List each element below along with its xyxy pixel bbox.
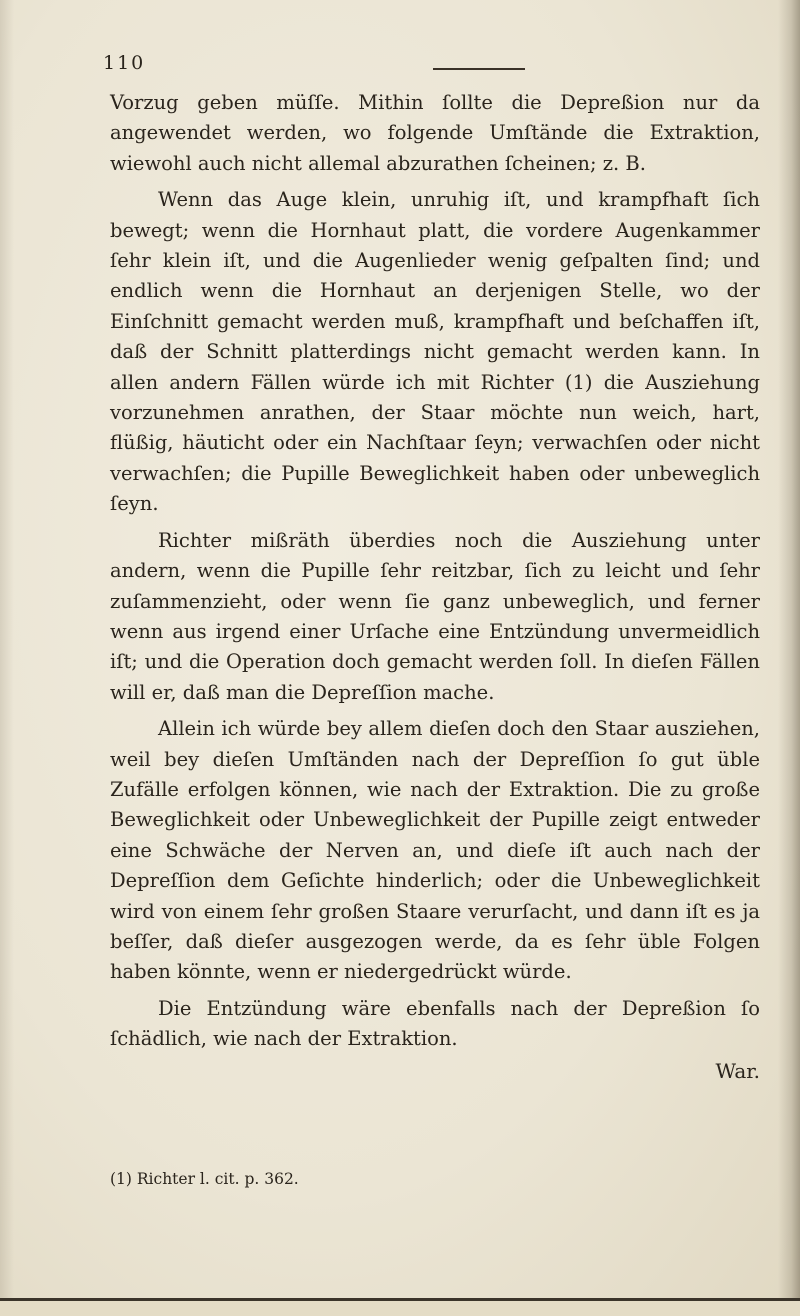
paragraph-4: Allein ich würde bey allem dieſen doch den Staar ausziehen, weil bey dieſen Umſtänden nach der Depreſſion ſo gut üble Zufälle erfolgen können, wie nach der Extraktion. Die zu große Beweglichkeit oder Unbeweglichkeit der Pupille zeigt entweder eine Schwäche der Nerven an, und dieſe iſt auch nach der Depreſſion dem Geſichte hinderlich; oder die Unbeweglichkeit wird von einem ſehr großen Staare verurſacht, und dann iſt es ja beſſer, daß dieſer ausgezogen werde, da es ſehr üble Folgen haben könnte, wenn er niedergedrückt würde.: [110, 717, 760, 984]
footnote: (1) Richter l. cit. p. 362.: [110, 1170, 299, 1188]
paragraph-1: Vorzug geben müſſe. Mithin ſollte die Depreßion nur da angewendet werden, wo folgende Umſtände die Extraktion, wiewohl auch nicht allemal abzurathen ſcheinen; z. B.: [110, 91, 760, 175]
header-rule: [433, 68, 525, 70]
page-left-shadow: [0, 0, 14, 1316]
page-right-shadow: [778, 0, 800, 1316]
bottom-band: [0, 1301, 800, 1316]
page-number: 110: [103, 52, 146, 74]
page-header: [103, 48, 743, 78]
catchword: War.: [715, 1058, 760, 1083]
paragraph-3: Richter mißräth überdies noch die Ausziehung unter andern, wenn die Pupille ſehr reitzbar, ſich zu leicht und ſehr zuſammenzieht, oder wenn ſie ganz unbeweglich, und ferner wenn aus irgend einer Urſache eine Entzündung unvermeidlich iſt; und die Operation doch gemacht werden ſoll. In dieſen Fällen will er, daß man die Depreſſion mache.: [110, 528, 760, 704]
paragraph-5: Die Entzündung wäre ebenfalls nach der Depreßion ſo ſchädlich, wie nach der Extraktion.: [110, 996, 760, 1051]
body-text: [110, 88, 760, 1081]
paragraph-2: Wenn das Auge klein, unruhig iſt, und krampfhaft ſich bewegt; wenn die Hornhaut platt, die vordere Augenkammer ſehr klein iſt, und die Augenlieder wenig geſpalten ſind; und endlich wenn die Hornhaut an derjenigen Stelle, wo der Einſchnitt gemacht werden muß, krampfhaft und beſchaffen iſt, daß der Schnitt platterdings nicht gemacht werden kann. In allen andern Fällen würde ich mit Richter (1) die Ausziehung vorzunehmen anrathen, der Staar möchte nun weich, hart, flüßig, häuticht oder ein Nachſtaar ſeyn; verwachſen oder nicht verwachſen; die Pupille Beweglichkeit haben oder unbeweglich ſeyn.: [110, 188, 760, 516]
